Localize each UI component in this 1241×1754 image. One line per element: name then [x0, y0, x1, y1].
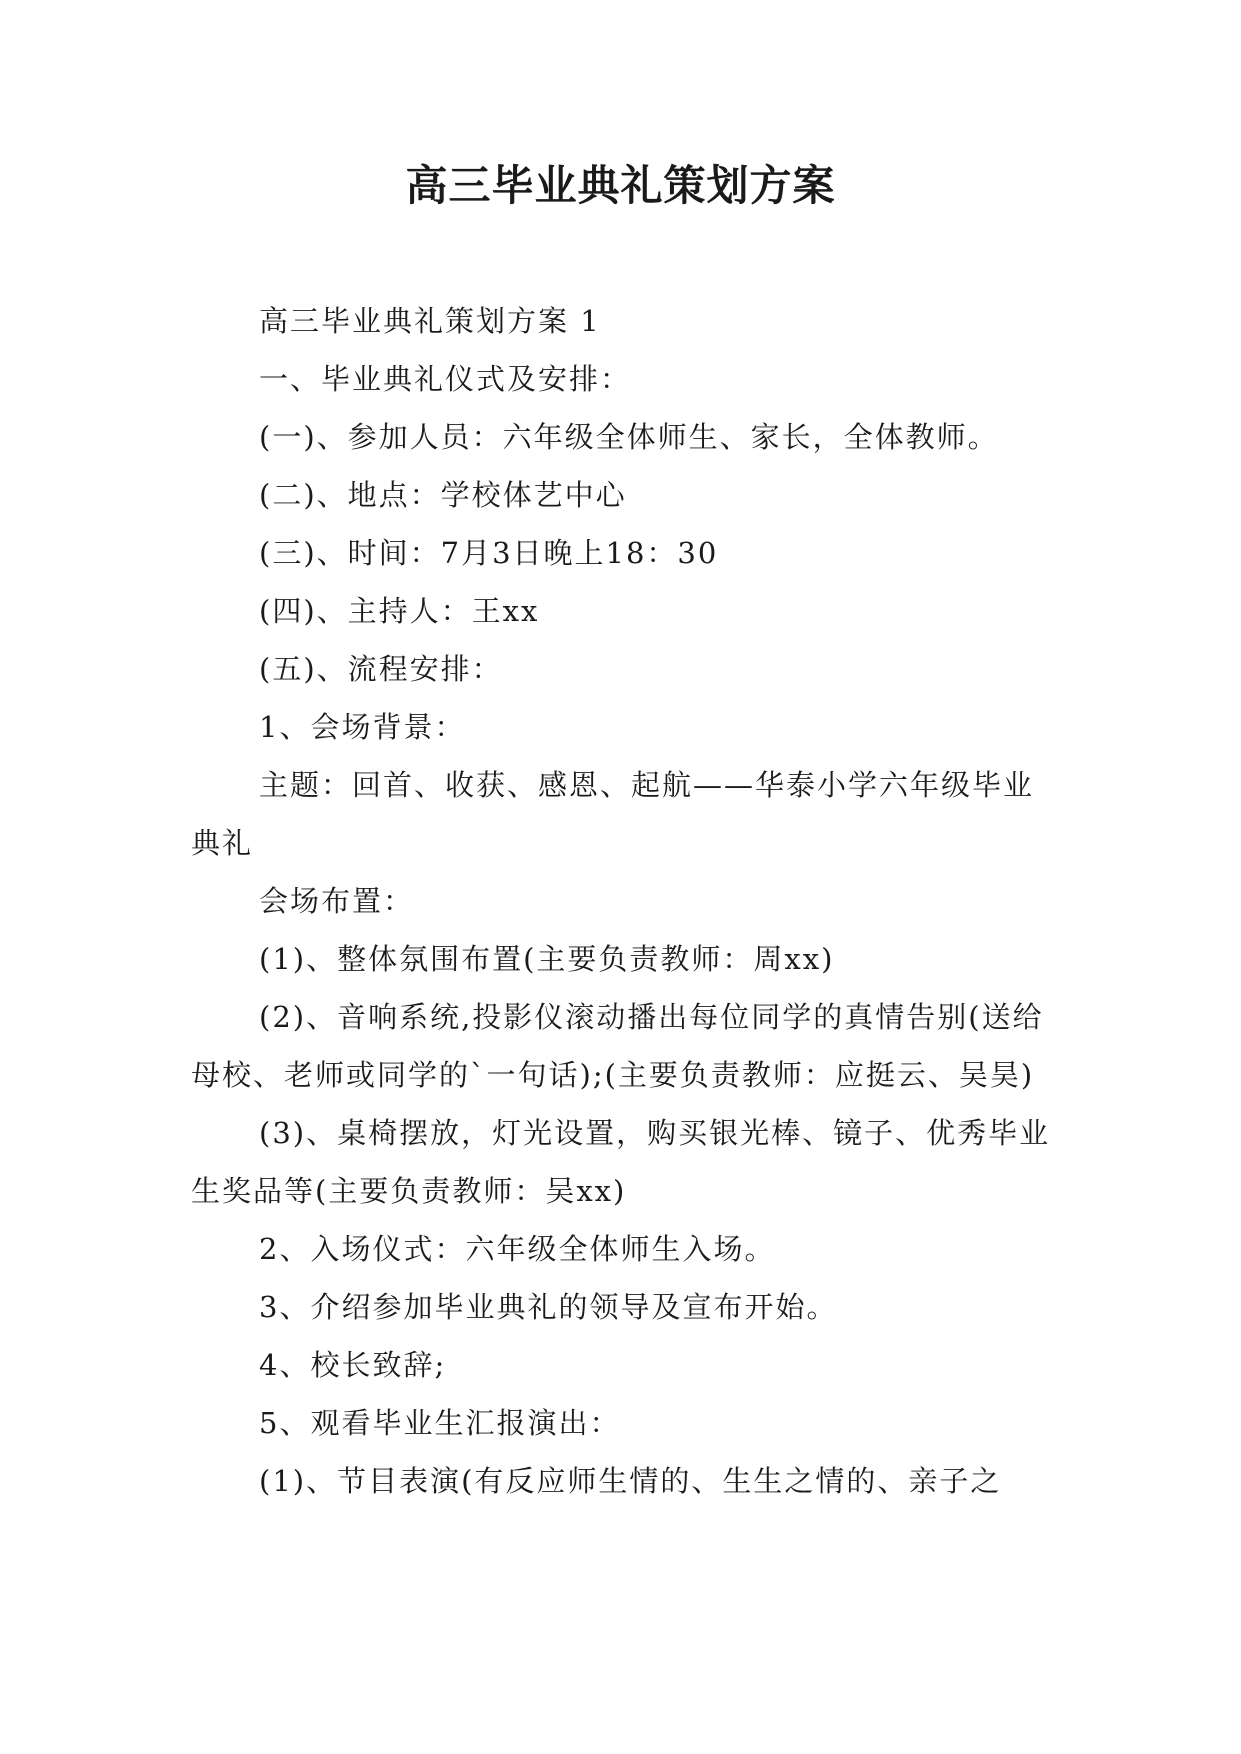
paragraph: (五)、流程安排：	[259, 652, 503, 686]
paragraph: (四)、主持人：王xx	[259, 594, 540, 628]
paragraph: 会场布置：	[259, 884, 415, 918]
paragraph: 主题：回首、收获、感恩、起航——华泰小学六年级毕业典礼	[191, 768, 1035, 860]
paragraph: 4、校长致辞;	[259, 1348, 447, 1382]
paragraph: (二)、地点：学校体艺中心	[259, 478, 627, 512]
paragraph: (一)、参加人员：六年级全体师生、家长，全体教师。	[259, 420, 999, 454]
paragraph: (1)、整体氛围布置(主要负责教师：周xx)	[259, 942, 835, 976]
paragraph: 2、入场仪式：六年级全体师生入场。	[259, 1232, 776, 1266]
paragraph: (三)、时间：7月3日晚上18：30	[259, 536, 719, 570]
paragraph: 一、毕业典礼仪式及安排：	[259, 362, 632, 396]
paragraph: (2)、音响系统,投影仪滚动播出每位同学的真情告别(送给母校、老师或同学的`一句话);(主要负责教师：应挺云、吴昊)	[191, 1000, 1044, 1092]
document-body	[191, 292, 1051, 1510]
document-title: 高三毕业典礼策划方案	[405, 161, 836, 210]
paragraph: 高三毕业典礼策划方案 1	[259, 304, 601, 338]
paragraph: 3、介绍参加毕业典礼的领导及宣布开始。	[259, 1290, 838, 1324]
paragraph: 1、会场背景：	[259, 710, 466, 744]
paragraph: 5、观看毕业生汇报演出：	[259, 1406, 621, 1440]
paragraph: (3)、桌椅摆放，灯光设置，购买银光棒、镜子、优秀毕业生奖品等(主要负责教师：吴xx)	[191, 1116, 1051, 1208]
paragraph: (1)、节目表演(有反应师生情的、生生之情的、亲子之	[259, 1464, 1002, 1498]
